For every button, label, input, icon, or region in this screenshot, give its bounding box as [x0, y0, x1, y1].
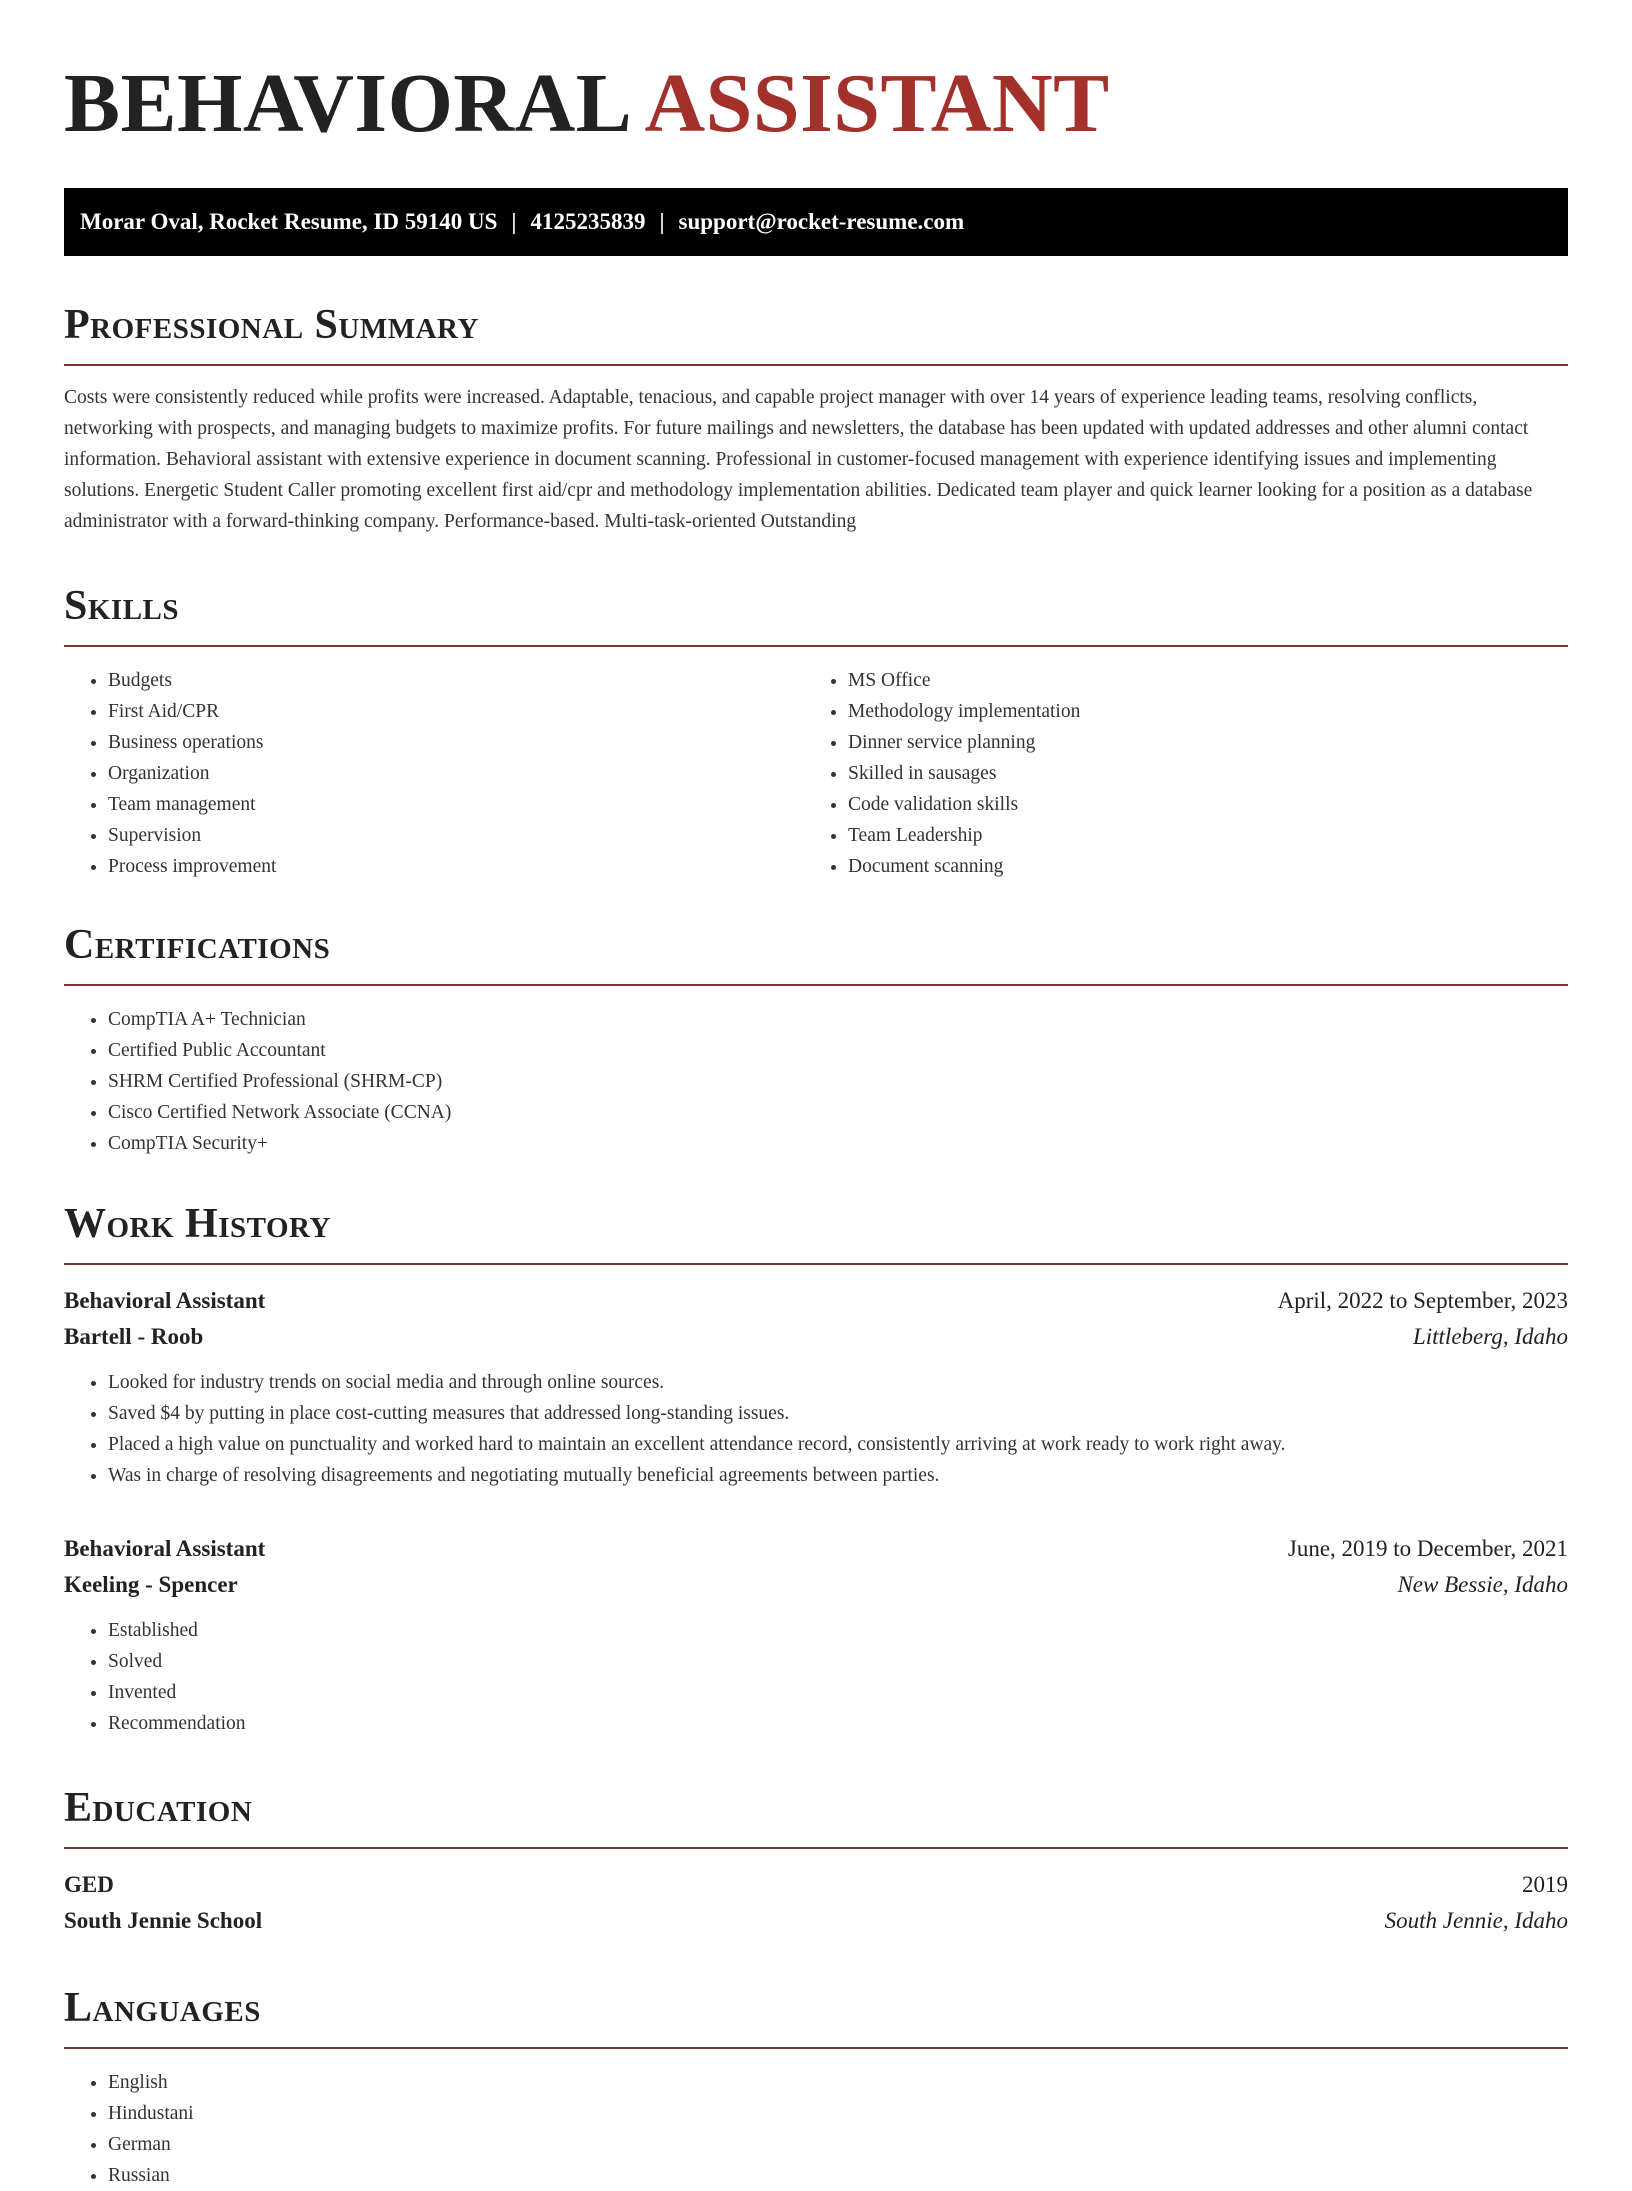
list-item: • Saved $4 by putting in place cost-cutting measures that addressed long-standing issues.	[108, 1398, 1568, 1429]
list-item: • English	[108, 2067, 1568, 2098]
section-title-skills: Skills	[64, 581, 1568, 647]
list-item: • First Aid/CPR	[108, 696, 804, 727]
list-item: • Document scanning	[848, 851, 1568, 882]
job-entry	[64, 1531, 1568, 1739]
job-entry	[64, 1283, 1568, 1491]
job-bullets	[64, 1367, 1568, 1491]
list-item: • Cisco Certified Network Associate (CCNA)	[108, 1097, 1568, 1128]
job-bullets	[64, 1615, 1568, 1739]
list-item: • Dinner service planning	[848, 727, 1568, 758]
contact-email: support@rocket-resume.com	[678, 209, 965, 234]
job-company: Keeling - Spencer	[64, 1572, 238, 1597]
name-first: BEHAVIORAL	[64, 57, 628, 150]
job-company-row	[64, 1567, 1568, 1603]
education-header-row	[64, 1867, 1568, 1903]
contact-separator: |	[659, 209, 665, 234]
list-item: • Solved	[108, 1646, 1568, 1677]
education-entry	[64, 1867, 1568, 1939]
education-year: 2019	[1522, 1872, 1568, 1897]
list-item: • Team Leadership	[848, 820, 1568, 851]
list-item: • Code validation skills	[848, 789, 1568, 820]
list-item: • SHRM Certified Professional (SHRM-CP)	[108, 1066, 1568, 1097]
section-title-work-history: Work History	[64, 1199, 1568, 1265]
list-item: • CompTIA A+ Technician	[108, 1004, 1568, 1035]
education-school-row	[64, 1903, 1568, 1939]
education-degree: GED	[64, 1872, 114, 1897]
job-header-row	[64, 1283, 1568, 1319]
job-role: Behavioral Assistant	[64, 1288, 266, 1313]
list-item: • Budgets	[108, 665, 804, 696]
education-section	[64, 1783, 1568, 1939]
list-item: • Process improvement	[108, 851, 804, 882]
contact-bar	[64, 188, 1568, 256]
list-item: • Was in charge of resolving disagreements and negotiating mutually beneficial agreements between parties.	[108, 1460, 1568, 1491]
skills-list-left	[64, 665, 804, 882]
section-title-languages: Languages	[64, 1983, 1568, 2049]
job-location: New Bessie, Idaho	[1397, 1572, 1568, 1597]
list-item: • Organization	[108, 758, 804, 789]
contact-address: Morar Oval, Rocket Resume, ID 59140 US	[80, 209, 498, 234]
job-header-row	[64, 1531, 1568, 1567]
summary-text: Costs were consistently reduced while profits were increased. Adaptable, tenacious, and capable project manager with over 14 years of experience leading teams, resolving conflicts, networking with prospects, and managing budgets to maximize profits. For future mailings and newsletters, the database has been updated with updated addresses and other alumni contact information. Behavioral assistant with extensive experience in document scanning. Professional in customer-focused management with experience identifying issues and implementing solutions. Energetic Student Caller promoting excellent first aid/cpr and methodology implementation abilities. Dedicated team player and quick learner looking for a position as a database administrator with a forward-thinking company. Performance-based. Multi-task-oriented Outstanding	[64, 387, 1533, 532]
list-item: • Russian	[108, 2160, 1568, 2191]
name-last: ASSISTANT	[644, 57, 1110, 150]
list-item: • Looked for industry trends on social media and through online sources.	[108, 1367, 1568, 1398]
certifications-section	[64, 920, 1568, 1159]
languages-section	[64, 1983, 1568, 2191]
job-company-row	[64, 1319, 1568, 1355]
contact-separator: |	[511, 209, 517, 234]
job-dates: June, 2019 to December, 2021	[1287, 1536, 1568, 1561]
job-company: Bartell - Roob	[64, 1324, 204, 1349]
list-item: • Established	[108, 1615, 1568, 1646]
section-title-education: Education	[64, 1783, 1568, 1849]
skills-grid	[64, 647, 1568, 882]
list-item: • Methodology implementation	[848, 696, 1568, 727]
skills-section	[64, 581, 1568, 882]
list-item: • MS Office	[848, 665, 1568, 696]
education-school: South Jennie School	[64, 1908, 263, 1933]
list-item: • Recommendation	[108, 1708, 1568, 1739]
list-item: • Certified Public Accountant	[108, 1035, 1568, 1066]
list-item: • Placed a high value on punctuality and worked hard to maintain an excellent attendance record, consistently arriving at work ready to work right away.	[108, 1429, 1568, 1460]
job-location: Littleberg, Idaho	[1412, 1324, 1568, 1349]
job-dates: April, 2022 to September, 2023	[1277, 1288, 1568, 1313]
list-item: • Hindustani	[108, 2098, 1568, 2129]
education-location: South Jennie, Idaho	[1384, 1908, 1568, 1933]
list-item: • CompTIA Security+	[108, 1128, 1568, 1159]
section-title-certifications: Certifications	[64, 920, 1568, 986]
languages-list	[64, 2067, 1568, 2191]
list-item: • Skilled in sausages	[848, 758, 1568, 789]
list-item: • Invented	[108, 1677, 1568, 1708]
section-title-summary: Professional Summary	[64, 300, 1568, 366]
list-item: • Supervision	[108, 820, 804, 851]
contact-phone: 4125235839	[530, 209, 646, 234]
list-item: • Business operations	[108, 727, 804, 758]
list-item: • Team management	[108, 789, 804, 820]
work-history-section	[64, 1199, 1568, 1739]
resume-name	[64, 56, 1568, 152]
certifications-list	[64, 1004, 1568, 1159]
skills-list-right	[804, 665, 1568, 882]
job-role: Behavioral Assistant	[64, 1536, 266, 1561]
list-item: • German	[108, 2129, 1568, 2160]
summary-section	[64, 300, 1568, 537]
